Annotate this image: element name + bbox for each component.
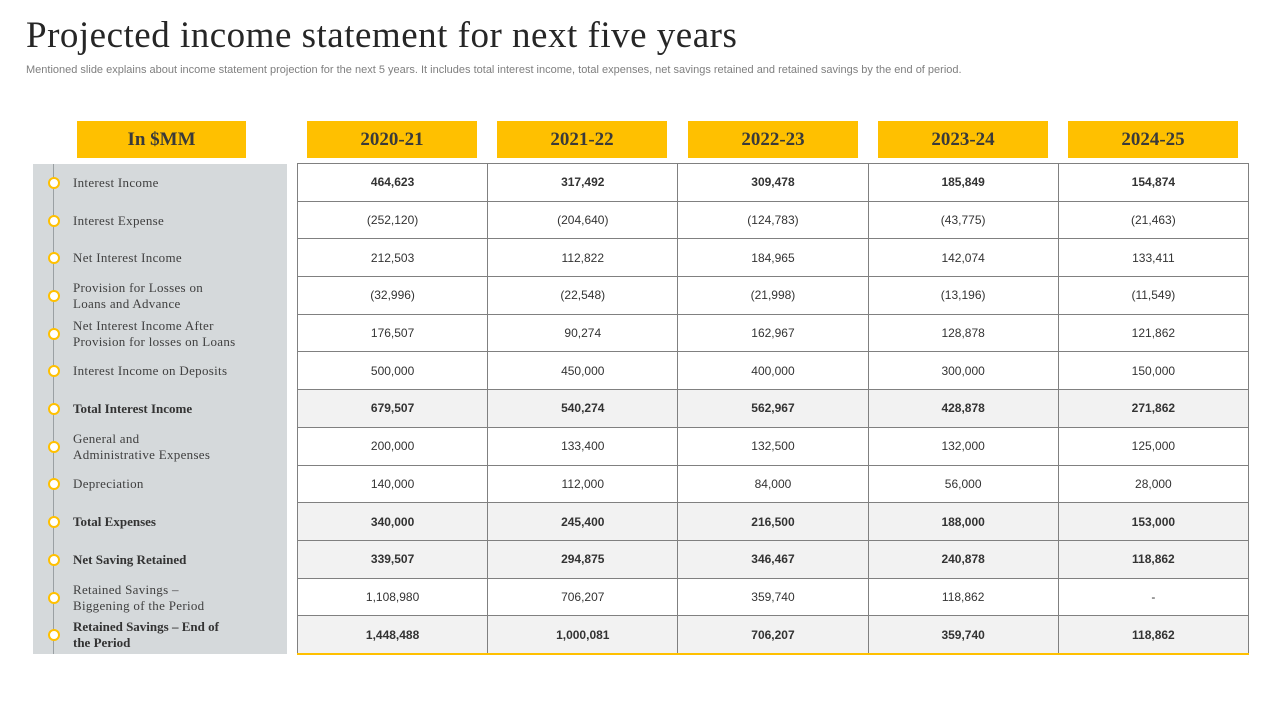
table-cell: 300,000 [868, 352, 1058, 390]
table-row [298, 314, 1249, 352]
page-subtitle: Mentioned slide explains about income statement projection for the next 5 years. It includes total interest income, total expenses, net savings retained and retained savings by the end of period. [26, 64, 962, 76]
table-cell: 340,000 [298, 503, 488, 541]
table-cell: 212,503 [298, 239, 488, 277]
table-cell: 294,875 [488, 540, 678, 578]
table-row [298, 616, 1249, 654]
row-label-text [73, 213, 273, 229]
table-row [298, 352, 1249, 390]
table-cell: 1,108,980 [298, 578, 488, 616]
row-label-line: General and [73, 430, 140, 446]
row-label-line: Total Interest Income [73, 401, 193, 417]
row-label [33, 616, 287, 654]
table-row [298, 540, 1249, 578]
table-cell: 359,740 [678, 578, 868, 616]
table-cell: 125,000 [1058, 427, 1248, 465]
row-label-text [73, 514, 273, 530]
table-cell: (11,549) [1058, 277, 1248, 315]
table-row [298, 201, 1249, 239]
row-label-text [73, 401, 273, 417]
year-header: 2020-21 [307, 121, 477, 158]
table-cell: 200,000 [298, 427, 488, 465]
table-cell: 309,478 [678, 164, 868, 202]
row-label-line: Depreciation [73, 476, 144, 492]
row-label-text [73, 582, 273, 614]
row-label-line: Interest Expense [73, 212, 165, 228]
row-label-line: Loans and Advance [73, 295, 181, 311]
table-cell: 339,507 [298, 540, 488, 578]
table-row [298, 427, 1249, 465]
row-label-text [73, 175, 273, 191]
table-cell: 1,448,488 [298, 616, 488, 654]
table-cell: 56,000 [868, 465, 1058, 503]
timeline-dot-icon [48, 252, 60, 264]
row-label-line: Net Saving Retained [73, 551, 187, 567]
timeline-dot-icon [48, 629, 60, 641]
table-cell: 133,400 [488, 427, 678, 465]
row-label-text [73, 363, 273, 379]
table-cell: 153,000 [1058, 503, 1248, 541]
table-cell: 464,623 [298, 164, 488, 202]
row-label-line: Retained Savings – End of [73, 619, 219, 635]
row-label-text [73, 280, 273, 312]
year-header: 2023-24 [878, 121, 1048, 158]
table-cell: 185,849 [868, 164, 1058, 202]
row-label-line: Interest Income on Deposits [73, 363, 228, 379]
table-cell: 216,500 [678, 503, 868, 541]
table-cell: 112,000 [488, 465, 678, 503]
row-label [33, 428, 287, 466]
row-label-text [73, 552, 273, 568]
timeline-dot-icon [48, 403, 60, 415]
table-row [298, 164, 1249, 202]
table-cell: 162,967 [678, 314, 868, 352]
table-row [298, 239, 1249, 277]
table-cell: 176,507 [298, 314, 488, 352]
table-cell: 679,507 [298, 390, 488, 428]
table-cell: 400,000 [678, 352, 868, 390]
timeline-dot-icon [48, 441, 60, 453]
table-cell: 112,822 [488, 239, 678, 277]
row-label-text [73, 318, 273, 350]
row-label [33, 466, 287, 504]
table-cell: 90,274 [488, 314, 678, 352]
row-label [33, 202, 287, 240]
timeline-dot-icon [48, 365, 60, 377]
row-label-line: Retained Savings – [73, 581, 179, 597]
row-label-line: Provision for losses on Loans [73, 333, 236, 349]
row-label [33, 390, 287, 428]
table-cell: (204,640) [488, 201, 678, 239]
row-label-text [73, 619, 273, 651]
row-label-text [73, 431, 273, 463]
table-row [298, 390, 1249, 428]
timeline-dot-icon [48, 290, 60, 302]
table-cell: 706,207 [678, 616, 868, 654]
table-cell: 240,878 [868, 540, 1058, 578]
timeline-dot-icon [48, 177, 60, 189]
year-header: 2024-25 [1068, 121, 1238, 158]
timeline-dot-icon [48, 328, 60, 340]
timeline-dot-icon [48, 592, 60, 604]
row-label-text [73, 476, 273, 492]
row-label-line: Interest Income [73, 174, 159, 190]
row-label-line: the Period [73, 635, 131, 651]
row-label-line: Administrative Expenses [73, 446, 211, 462]
year-header: 2021-22 [497, 121, 667, 158]
table-cell: 128,878 [868, 314, 1058, 352]
table-cell: - [1058, 578, 1248, 616]
table-cell: (21,998) [678, 277, 868, 315]
table-row [298, 578, 1249, 616]
table-cell: 317,492 [488, 164, 678, 202]
table-cell: 118,862 [868, 578, 1058, 616]
table-cell: 142,074 [868, 239, 1058, 277]
timeline-dot-icon [48, 215, 60, 227]
row-label [33, 541, 287, 579]
table-cell: 154,874 [1058, 164, 1248, 202]
row-label-line: Biggening of the Period [73, 597, 205, 613]
table-cell: 271,862 [1058, 390, 1248, 428]
table-cell: 184,965 [678, 239, 868, 277]
table-cell: 150,000 [1058, 352, 1248, 390]
table-cell: 121,862 [1058, 314, 1248, 352]
table-cell: 500,000 [298, 352, 488, 390]
table-cell: (22,548) [488, 277, 678, 315]
table-cell: 450,000 [488, 352, 678, 390]
table-cell: 706,207 [488, 578, 678, 616]
table-cell: 132,000 [868, 427, 1058, 465]
table-cell: 132,500 [678, 427, 868, 465]
row-label [33, 503, 287, 541]
timeline-dot-icon [48, 554, 60, 566]
table-cell: 346,467 [678, 540, 868, 578]
table-cell: 140,000 [298, 465, 488, 503]
row-label-line: Provision for Losses on [73, 279, 204, 295]
table-cell: 359,740 [868, 616, 1058, 654]
table-cell: (43,775) [868, 201, 1058, 239]
row-label-text [73, 250, 273, 266]
row-label-line: Net Interest Income After [73, 317, 214, 333]
table-cell: (124,783) [678, 201, 868, 239]
table-cell: (13,196) [868, 277, 1058, 315]
unit-header: In $MM [77, 121, 246, 158]
income-statement-table [297, 163, 1249, 655]
row-label [33, 353, 287, 391]
table-cell: 428,878 [868, 390, 1058, 428]
table-cell: 118,862 [1058, 616, 1248, 654]
page-title: Projected income statement for next five years [26, 15, 738, 56]
timeline-dot-icon [48, 516, 60, 528]
table-row [298, 465, 1249, 503]
row-label [33, 277, 287, 315]
row-label-line: Total Expenses [73, 514, 156, 530]
table-cell: 133,411 [1058, 239, 1248, 277]
row-label [33, 164, 287, 202]
table-cell: 562,967 [678, 390, 868, 428]
row-label [33, 315, 287, 353]
table-cell: (32,996) [298, 277, 488, 315]
row-label [33, 579, 287, 617]
table-row [298, 503, 1249, 541]
table-cell: 118,862 [1058, 540, 1248, 578]
table-cell: 245,400 [488, 503, 678, 541]
year-header: 2022-23 [688, 121, 858, 158]
table-cell: 1,000,081 [488, 616, 678, 654]
table-cell: 540,274 [488, 390, 678, 428]
table-cell: (21,463) [1058, 201, 1248, 239]
table-row [298, 277, 1249, 315]
table-cell: 84,000 [678, 465, 868, 503]
table-cell: 28,000 [1058, 465, 1248, 503]
row-label [33, 239, 287, 277]
table-cell: 188,000 [868, 503, 1058, 541]
table-cell: (252,120) [298, 201, 488, 239]
row-label-line: Net Interest Income [73, 250, 182, 266]
timeline-dot-icon [48, 478, 60, 490]
